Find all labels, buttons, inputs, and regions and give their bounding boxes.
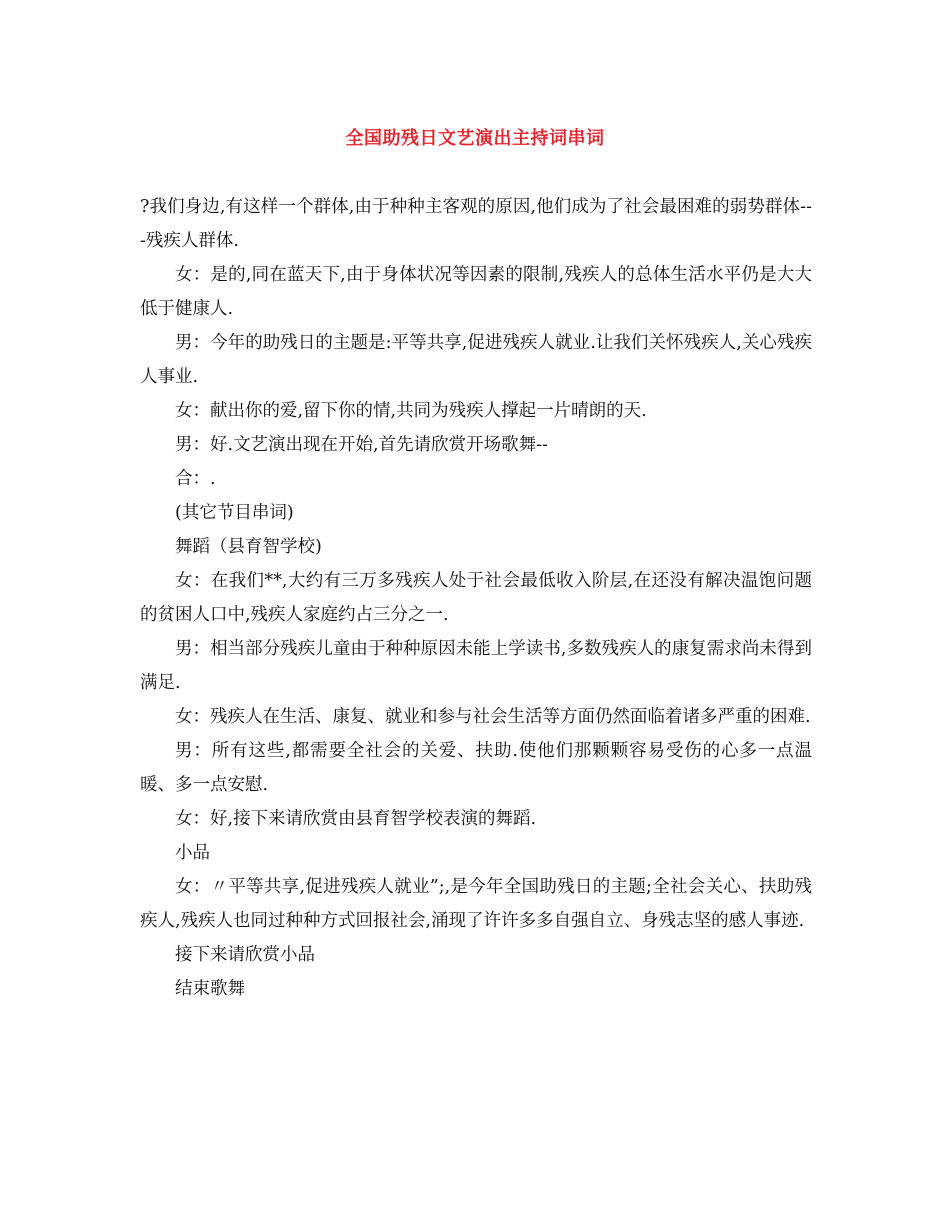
paragraph-15: 女：〃平等共享,促进残疾人就业”;,是今年全国助残日的主题;全社会关心、扶助残疾人,残疾人也同过种种方式回报社会,涌现了许许多多自强自立、身残志坚的感人事迹. (140, 877, 812, 931)
paragraph-1: ?我们身边,有这样一个群体,由于种种主客观的原因,他们成为了社会最困难的弱势群体---残疾人群体. (140, 197, 812, 251)
paragraph-7: (其它节目串词) (175, 503, 294, 523)
paragraph-17: 结束歌舞 (175, 979, 245, 999)
paragraph-11: 女：残疾人在生活、康复、就业和参与社会生活等方面仍然面临着诸多严重的困难. (175, 707, 811, 727)
paragraph-6: 合：. (175, 469, 216, 489)
paragraph-3: 男：今年的助残日的主题是:平等共享,促进残疾人就业.让我们关怀残疾人,关心残疾人事业. (140, 333, 812, 387)
paragraph-2: 女：是的,同在蓝天下,由于身体状况等因素的限制,残疾人的总体生活水平仍是大大低于健康人. (140, 265, 812, 319)
document-title: 全国助残日文艺演出主持词串词 (345, 128, 605, 149)
paragraph-14: 小品 (175, 843, 210, 863)
paragraph-9: 女：在我们**,大约有三万多残疾人处于社会最低收入阶层,在还没有解决温饱问题的贫困人口中,残疾人家庭约占三分之一. (140, 571, 812, 625)
paragraph-4: 女：献出你的爱,留下你的情,共同为残疾人撑起一片晴朗的天. (175, 401, 647, 421)
paragraph-12: 男：所有这些,都需要全社会的关爱、扶助.使他们那颗颗容易受伤的心多一点温暖、多一点安慰. (140, 741, 812, 795)
paragraph-5: 男：好.文艺演出现在开始,首先请欣赏开场歌舞-- (175, 435, 548, 455)
document-body (140, 190, 812, 1006)
paragraph-10: 男：相当部分残疾儿童由于种种原因未能上学读书,多数残疾人的康复需求尚未得到满足. (140, 639, 812, 693)
paragraph-13: 女：好,接下来请欣赏由县育智学校表演的舞蹈. (175, 809, 537, 829)
paragraph-16: 接下来请欣赏小品 (175, 945, 315, 965)
paragraph-8: 舞蹈（县育智学校) (175, 537, 322, 557)
